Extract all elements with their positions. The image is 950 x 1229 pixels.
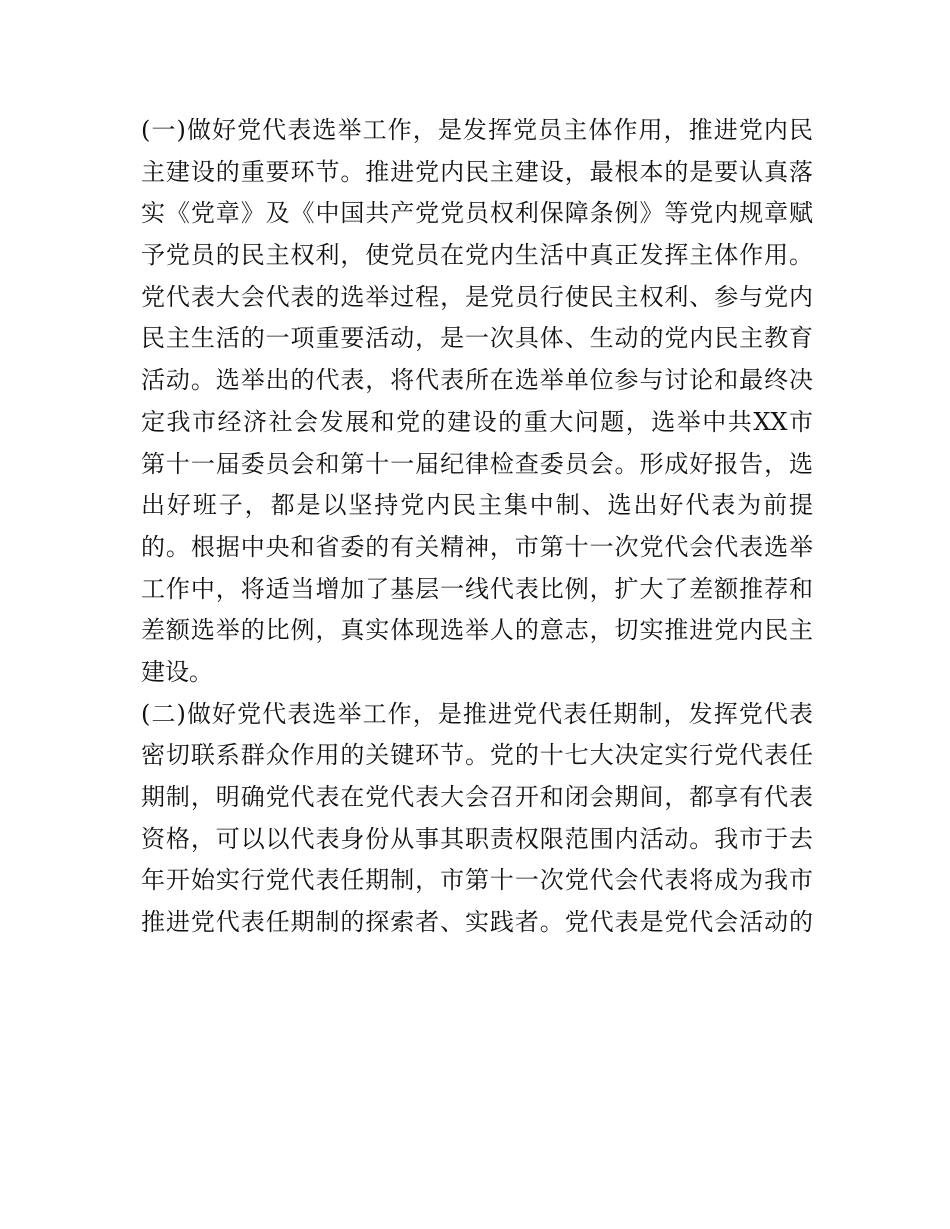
text-line: (二)做好党代表选举工作，是推进党代表任期制，发挥党代表: [141, 699, 813, 728]
body-text: [141, 110, 813, 944]
text-line: 资格，可以以代表身份从事其职责权限范围内活动。我市于去: [141, 824, 813, 853]
text-line: 差额选举的比例，真实体现选举人的意志，切实推进党内民主: [141, 616, 813, 645]
text-line: 密切联系群众作用的关键环节。党的十七大决定实行党代表任: [141, 741, 813, 770]
text-line: 实《党章》及《中国共产党党员权利保障条例》等党内规章赋: [141, 199, 813, 228]
text-line: 推进党代表任期制的探索者、实践者。党代表是党代会活动的: [141, 908, 813, 937]
text-line: 定我市经济社会发展和党的建设的重大问题，选举中共XX市: [141, 407, 813, 436]
text-line: 出好班子，都是以坚持党内民主集中制、选出好代表为前提: [141, 491, 813, 520]
paragraph-2: [141, 694, 813, 944]
text-line: 年开始实行党代表任期制，市第十一次党代会代表将成为我市: [141, 866, 813, 895]
text-line: 第十一届委员会和第十一届纪律检查委员会。形成好报告，选: [141, 449, 813, 478]
text-line: 主建设的重要环节。推进党内民主建设，最根本的是要认真落: [141, 157, 813, 186]
text-line: 建设。: [141, 657, 213, 686]
text-line: 民主生活的一项重要活动，是一次具体、生动的党内民主教育: [141, 324, 813, 353]
text-line: 工作中，将适当增加了基层一线代表比例，扩大了差额推荐和: [141, 574, 813, 603]
text-line: 予党员的民主权利，使党员在党内生活中真正发挥主体作用。: [141, 241, 813, 270]
paragraph-1: [141, 110, 813, 694]
text-line: 的。根据中央和省委的有关精神，市第十一次党代会代表选举: [141, 532, 813, 561]
text-line: 期制，明确党代表在党代表大会召开和闭会期间，都享有代表: [141, 783, 813, 811]
text-line: 活动。选举出的代表，将代表所在选举单位参与讨论和最终决: [141, 366, 813, 395]
text-line: (一)做好党代表选举工作，是发挥党员主体作用，推进党内民: [141, 116, 813, 144]
text-line: 党代表大会代表的选举过程，是党员行使民主权利、参与党内: [141, 282, 813, 311]
